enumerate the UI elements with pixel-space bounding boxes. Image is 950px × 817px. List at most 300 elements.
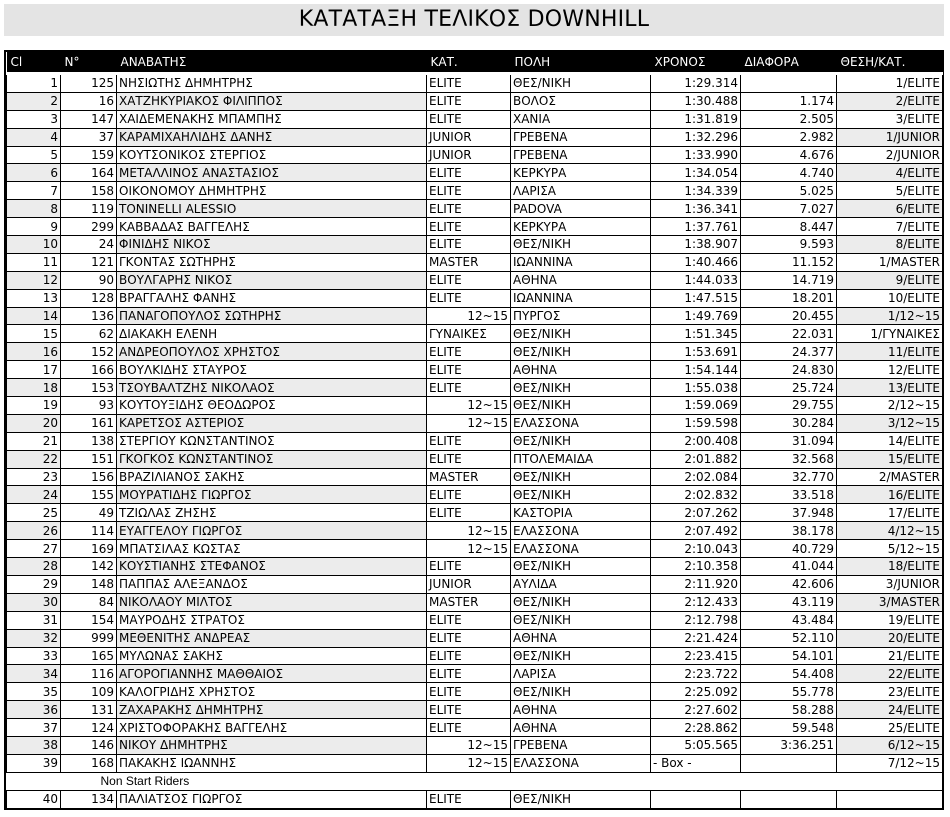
cell-city: ΘΕΣ/ΝΙΚΗ [511,74,651,93]
cell-number: 84 [61,593,117,611]
cell-difference: 2.982 [741,128,837,146]
cell-cl: 7 [7,182,61,200]
cell-time: 1:55.038 [651,379,741,397]
cell-category: 12~15 [427,736,511,754]
cell-rider: ΤΣΟΥΒΑΛΤΖΗΣ ΝΙΚΟΛΑΟΣ [117,379,427,397]
cell-rider: ΚΟΥΤΟΥΞΙΔΗΣ ΘΕΟΔΩΡΟΣ [117,397,427,415]
cell-cl: 24 [7,486,61,504]
cell-rider: ΧΡΙΣΤΟΦΟΡΑΚΗΣ ΒΑΓΓΕΛΗΣ [117,719,427,737]
cell-category-position: 24/ELITE [837,701,943,719]
cell-difference: 55.778 [741,683,837,701]
cell-number: 166 [61,361,117,379]
table-row [7,736,943,754]
cell-category-position: 8/ELITE [837,236,943,254]
cell-cl: 8 [7,200,61,218]
cell-city: ΚΑΣΤΟΡΙΑ [511,504,651,522]
cell-cl: 21 [7,432,61,450]
cell-cl: 11 [7,253,61,271]
cell-number: 49 [61,504,117,522]
cell-cl: 29 [7,575,61,593]
cell-time: 1:47.515 [651,289,741,307]
cell-cl: 37 [7,719,61,737]
table-row [7,754,943,772]
table-row [7,92,943,110]
cell-rider: ΜΟΥΡΑΤΙΔΗΣ ΓΙΩΡΓΟΣ [117,486,427,504]
cell-category-position: 5/12~15 [837,540,943,558]
cell-time [651,790,741,808]
col-header-category: ΚΑΤ. [427,52,511,74]
cell-category-position: 6/ELITE [837,200,943,218]
cell-city: ΘΕΣ/ΝΙΚΗ [511,397,651,415]
cell-category: JUNIOR [427,575,511,593]
cell-rider: ΝΗΣΙΩΤΗΣ ΔΗΜΗΤΡΗΣ [117,74,427,93]
cell-difference: 54.408 [741,665,837,683]
cell-number: 128 [61,289,117,307]
cell-time: 2:23.415 [651,647,741,665]
cell-category-position: 3/JUNIOR [837,575,943,593]
cell-number: 151 [61,450,117,468]
table-row [7,486,943,504]
cell-category: ELITE [427,558,511,576]
cell-number: 37 [61,128,117,146]
cell-difference: 33.518 [741,486,837,504]
cell-difference [741,74,837,93]
cell-rider: TONINELLI ALESSIO [117,200,427,218]
results-table [6,52,943,809]
table-row [7,450,943,468]
cell-difference: 8.447 [741,218,837,236]
table-row [7,110,943,128]
cell-category-position: 3/12~15 [837,414,943,432]
table-row [7,379,943,397]
cell-number: 161 [61,414,117,432]
cell-city: ΕΛΑΣΣΟΝΑ [511,540,651,558]
cell-city: ΘΕΣ/ΝΙΚΗ [511,683,651,701]
page-title: ΚΑΤΑΤΑΞΗ ΤΕΛΙΚΟΣ DOWNHILL [298,7,650,32]
cell-number: 299 [61,218,117,236]
cell-time: 1:51.345 [651,325,741,343]
cell-city: ΘΕΣ/ΝΙΚΗ [511,236,651,254]
cell-category: ELITE [427,343,511,361]
cell-cl: 3 [7,110,61,128]
table-row [7,683,943,701]
cell-cl: 23 [7,468,61,486]
cell-time: 1:32.296 [651,128,741,146]
cell-time: 1:31.819 [651,110,741,128]
cell-rider: ΟΙΚΟΝΟΜΟΥ ΔΗΜΗΤΡΗΣ [117,182,427,200]
cell-time: 2:12.433 [651,593,741,611]
cell-category-position: 21/ELITE [837,647,943,665]
col-header-cl: Cl [7,52,61,74]
cell-number: 138 [61,432,117,450]
cell-category: ELITE [427,450,511,468]
cell-rider: ΜΠΑΤΣΙΛΑΣ ΚΩΣΤΑΣ [117,540,427,558]
cell-time: 1:36.341 [651,200,741,218]
cell-cl: 31 [7,611,61,629]
cell-category-position: 2/MASTER [837,468,943,486]
cell-rider: ΝΙΚΟΛΑΟΥ ΜΙΛΤΟΣ [117,593,427,611]
cell-cl: 28 [7,558,61,576]
cell-category: 12~15 [427,522,511,540]
cell-category: ELITE [427,611,511,629]
table-row [7,540,943,558]
cell-rider: ΖΑΧΑΡΑΚΗΣ ΔΗΜΗΤΡΗΣ [117,701,427,719]
cell-category-position: 7/ELITE [837,218,943,236]
cell-difference: 3:36.251 [741,736,837,754]
cell-difference: 4.676 [741,146,837,164]
table-row [7,218,943,236]
cell-rider: ΜΥΛΩΝΑΣ ΣΑΚΗΣ [117,647,427,665]
table-row [7,128,943,146]
cell-category: ΓΥΝΑΙΚΕΣ [427,325,511,343]
cell-difference: 14.719 [741,271,837,289]
cell-rider: ΚΟΥΣΤΙΑΝΗΣ ΣΤΕΦΑΝΟΣ [117,558,427,576]
cell-category-position: 1/ELITE [837,74,943,93]
cell-cl: 36 [7,701,61,719]
cell-category-position: 4/12~15 [837,522,943,540]
cell-difference: 1.174 [741,92,837,110]
cell-city: ΙΩΑΝΝΙΝΑ [511,253,651,271]
cell-difference: 38.178 [741,522,837,540]
table-row [7,271,943,289]
cell-difference: 4.740 [741,164,837,182]
cell-rider: ΒΡΑΖΙΛΙΑΝΟΣ ΣΑΚΗΣ [117,468,427,486]
cell-time: 2:01.882 [651,450,741,468]
cell-category: ELITE [427,182,511,200]
table-row [7,593,943,611]
cell-difference: 32.568 [741,450,837,468]
cell-category-position: 1/ΓΥΝΑΙΚΕΣ [837,325,943,343]
table-row [7,253,943,271]
cell-number: 164 [61,164,117,182]
cell-category: MASTER [427,593,511,611]
table-row [7,414,943,432]
cell-city: ΠΤΟΛΕΜΑΙΔΑ [511,450,651,468]
cell-difference: 31.094 [741,432,837,450]
cell-category: 12~15 [427,754,511,772]
cell-number: 131 [61,701,117,719]
cell-city: ΚΕΡΚΥΡΑ [511,164,651,182]
cell-time: 2:10.043 [651,540,741,558]
cell-number: 125 [61,74,117,93]
cell-category: MASTER [427,253,511,271]
cell-time: 1:53.691 [651,343,741,361]
cell-cl: 4 [7,128,61,146]
cell-time: 2:27.602 [651,701,741,719]
cell-time: 1:59.069 [651,397,741,415]
cell-time: - Box - [651,754,741,772]
cell-difference: 24.830 [741,361,837,379]
cell-category: 12~15 [427,414,511,432]
cell-category: ELITE [427,790,511,808]
cell-cl: 22 [7,450,61,468]
cell-number: 142 [61,558,117,576]
table-row [7,432,943,450]
col-header-time: ΧΡΟΝΟΣ [651,52,741,74]
cell-number: 116 [61,665,117,683]
cell-cl: 16 [7,343,61,361]
cell-number: 16 [61,92,117,110]
cell-cl: 38 [7,736,61,754]
cell-category-position: 12/ELITE [837,361,943,379]
cell-rider: ΓΚΟΓΚΟΣ ΚΩΝΣΤΑΝΤΙΝΟΣ [117,450,427,468]
cell-number: 158 [61,182,117,200]
cell-cl: 5 [7,146,61,164]
cell-city: ΘΕΣ/ΝΙΚΗ [511,486,651,504]
cell-cl: 26 [7,522,61,540]
cell-rider: ΧΑΤΖΗΚΥΡΙΑΚΟΣ ΦΙΛΙΠΠΟΣ [117,92,427,110]
col-header-difference: ΔΙΑΦΟΡΑ [741,52,837,74]
cell-category-position: 20/ELITE [837,629,943,647]
cell-number: 24 [61,236,117,254]
cell-cl: 32 [7,629,61,647]
cell-time: 1:33.990 [651,146,741,164]
cell-category-position: 3/MASTER [837,593,943,611]
table-row [7,611,943,629]
results-sheet [4,50,944,810]
cell-category-position: 10/ELITE [837,289,943,307]
cell-time: 1:34.339 [651,182,741,200]
cell-difference: 9.593 [741,236,837,254]
cell-time: 1:44.033 [651,271,741,289]
cell-cl: 1 [7,74,61,93]
cell-number: 90 [61,271,117,289]
cell-city: ΑΘΗΝΑ [511,701,651,719]
cell-city: ΑΘΗΝΑ [511,629,651,647]
cell-category: ELITE [427,361,511,379]
cell-difference: 52.110 [741,629,837,647]
non-start-header-row [7,772,943,790]
cell-category: ELITE [427,92,511,110]
cell-number: 156 [61,468,117,486]
cell-city: ΘΕΣ/ΝΙΚΗ [511,593,651,611]
cell-category-position: 2/12~15 [837,397,943,415]
table-row [7,146,943,164]
cell-number: 121 [61,253,117,271]
cell-number: 155 [61,486,117,504]
cell-time: 2:02.084 [651,468,741,486]
cell-category: ELITE [427,504,511,522]
cell-category-position: 5/ELITE [837,182,943,200]
table-row [7,361,943,379]
cell-city: ΘΕΣ/ΝΙΚΗ [511,468,651,486]
table-row [7,236,943,254]
cell-difference: 2.505 [741,110,837,128]
cell-number: 109 [61,683,117,701]
cell-cl: 39 [7,754,61,772]
cell-rider: ΣΤΕΡΓΙΟΥ ΚΩΝΣΤΑΝΤΙΝΟΣ [117,432,427,450]
table-row [7,701,943,719]
cell-difference: 24.377 [741,343,837,361]
cell-difference: 18.201 [741,289,837,307]
cell-time: 1:40.466 [651,253,741,271]
cell-category: ELITE [427,719,511,737]
cell-cl: 15 [7,325,61,343]
cell-city: ΘΕΣ/ΝΙΚΗ [511,379,651,397]
cell-cl: 17 [7,361,61,379]
cell-rider: ΒΟΥΛΚΙΔΗΣ ΣΤΑΥΡΟΣ [117,361,427,379]
cell-rider: ΠΑΝΑΓΟΠΟΥΛΟΣ ΣΩΤΗΡΗΣ [117,307,427,325]
cell-category-position: 23/ELITE [837,683,943,701]
cell-cl: 2 [7,92,61,110]
cell-number: 62 [61,325,117,343]
cell-city: ΕΛΑΣΣΟΝΑ [511,414,651,432]
cell-time: 1:37.761 [651,218,741,236]
cell-rider: ΠΑΠΠΑΣ ΑΛΕΞΑΝΔΟΣ [117,575,427,593]
cell-city: ΛΑΡΙΣΑ [511,665,651,683]
cell-time: 1:49.769 [651,307,741,325]
title-bar [4,4,944,36]
cell-category: ELITE [427,218,511,236]
cell-category: ELITE [427,629,511,647]
cell-category: JUNIOR [427,146,511,164]
cell-city: ΘΕΣ/ΝΙΚΗ [511,432,651,450]
cell-city: ΠΥΡΓΟΣ [511,307,651,325]
cell-category-position: 11/ELITE [837,343,943,361]
cell-rider: ΚΑΡΕΤΣΟΣ ΑΣΤΕΡΙΟΣ [117,414,427,432]
cell-city: ΚΕΡΚΥΡΑ [511,218,651,236]
cell-number: 119 [61,200,117,218]
cell-number: 999 [61,629,117,647]
cell-city: ΙΩΑΝΝΙΝΑ [511,289,651,307]
cell-category-position: 19/ELITE [837,611,943,629]
cell-cl: 10 [7,236,61,254]
cell-rider: ΑΝΔΡΕΟΠΟΥΛΟΣ ΧΡΗΣΤΟΣ [117,343,427,361]
cell-cl: 20 [7,414,61,432]
cell-city: ΑΥΛΙΔΑ [511,575,651,593]
cell-difference: 42.606 [741,575,837,593]
cell-number: 136 [61,307,117,325]
cell-rider: ΚΑΡΑΜΙΧΑΗΛΙΔΗΣ ΔΑΝΗΣ [117,128,427,146]
cell-rider: ΚΑΒΒΑΔΑΣ ΒΑΓΓΕΛΗΣ [117,218,427,236]
cell-rider: ΜΕΘΕΝΙΤΗΣ ΑΝΔΡΕΑΣ [117,629,427,647]
cell-category: MASTER [427,468,511,486]
cell-category-position: 17/ELITE [837,504,943,522]
cell-cl: 19 [7,397,61,415]
cell-number: 147 [61,110,117,128]
cell-city: ΓΡΕΒΕΝΑ [511,128,651,146]
cell-time: 1:30.488 [651,92,741,110]
cell-rider: ΔΙΑΚΑΚΗ ΕΛΕΝΗ [117,325,427,343]
header-row [7,52,943,74]
cell-category: 12~15 [427,397,511,415]
cell-time: 2:21.424 [651,629,741,647]
cell-difference [741,790,837,808]
cell-difference: 22.031 [741,325,837,343]
table-row [7,522,943,540]
cell-category: ELITE [427,289,511,307]
cell-number: 159 [61,146,117,164]
cell-category: JUNIOR [427,128,511,146]
cell-number: 153 [61,379,117,397]
cell-rider: ΝΙΚΟΥ ΔΗΜΗΤΡΗΣ [117,736,427,754]
cell-difference [741,754,837,772]
cell-category: ELITE [427,701,511,719]
cell-category: ELITE [427,271,511,289]
table-row [7,325,943,343]
cell-city: ΘΕΣ/ΝΙΚΗ [511,343,651,361]
cell-category-position: 22/ELITE [837,665,943,683]
cell-city: ΑΘΗΝΑ [511,361,651,379]
cell-city: ΘΕΣ/ΝΙΚΗ [511,558,651,576]
cell-time: 5:05.565 [651,736,741,754]
cell-rider: ΠΑΛΙΑΤΣΟΣ ΓΙΩΡΓΟΣ [117,790,427,808]
cell-city: ΑΘΗΝΑ [511,719,651,737]
cell-time: 2:00.408 [651,432,741,450]
cell-rider: ΤΖΙΩΛΑΣ ΖΗΣΗΣ [117,504,427,522]
table-row [7,343,943,361]
cell-category: ELITE [427,665,511,683]
cell-difference: 7.027 [741,200,837,218]
cell-rider: ΦΙΝΙΔΗΣ ΝΙΚΟΣ [117,236,427,254]
cell-number: 93 [61,397,117,415]
cell-city: ΛΑΡΙΣΑ [511,182,651,200]
table-row [7,629,943,647]
cell-category-position: 14/ELITE [837,432,943,450]
cell-time: 1:34.054 [651,164,741,182]
cell-rider: ΜΑΥΡΟΔΗΣ ΣΤΡΑΤΟΣ [117,611,427,629]
cell-cl: 25 [7,504,61,522]
cell-number: 168 [61,754,117,772]
cell-rider: ΓΚΟΝΤΑΣ ΣΩΤΗΡΗΣ [117,253,427,271]
table-row [7,74,943,93]
cell-time: 2:12.798 [651,611,741,629]
table-row [7,647,943,665]
cell-difference: 25.724 [741,379,837,397]
non-start-label: Non Start Riders [100,774,190,789]
cell-category: ELITE [427,236,511,254]
cell-difference: 30.284 [741,414,837,432]
cell-cl: 18 [7,379,61,397]
cell-category-position: 4/ELITE [837,164,943,182]
cell-difference: 11.152 [741,253,837,271]
cell-difference: 20.455 [741,307,837,325]
cell-difference: 40.729 [741,540,837,558]
cell-cl: 27 [7,540,61,558]
cell-number: 134 [61,790,117,808]
cell-category-position: 3/ELITE [837,110,943,128]
table-row [7,558,943,576]
cell-city: ΘΕΣ/ΝΙΚΗ [511,647,651,665]
cell-city: PADOVA [511,200,651,218]
cell-number: 146 [61,736,117,754]
cell-category: ELITE [427,379,511,397]
cell-cl: 12 [7,271,61,289]
cell-category-position [837,790,943,808]
cell-difference: 41.044 [741,558,837,576]
cell-city: ΧΑΝΙΑ [511,110,651,128]
cell-category: 12~15 [427,540,511,558]
cell-city: ΕΛΑΣΣΟΝΑ [511,754,651,772]
cell-city: ΑΘΗΝΑ [511,271,651,289]
cell-city: ΘΕΣ/ΝΙΚΗ [511,325,651,343]
cell-rider: ΕΥΑΓΓΕΛΟΥ ΓΙΩΡΓΟΣ [117,522,427,540]
cell-number: 152 [61,343,117,361]
cell-difference: 58.288 [741,701,837,719]
cell-cl: 34 [7,665,61,683]
cell-cl: 40 [7,790,61,808]
cell-category-position: 1/JUNIOR [837,128,943,146]
cell-city: ΒΟΛΟΣ [511,92,651,110]
cell-city: ΘΕΣ/ΝΙΚΗ [511,611,651,629]
cell-cl: 35 [7,683,61,701]
cell-difference: 37.948 [741,504,837,522]
table-row [7,164,943,182]
cell-rider: ΚΟΥΤΣΟΝΙΚΟΣ ΣΤΕΡΓΙΟΣ [117,146,427,164]
cell-rider: ΚΑΛΟΓΡΙΔΗΣ ΧΡΗΣΤΟΣ [117,683,427,701]
cell-number: 154 [61,611,117,629]
cell-cl: 13 [7,289,61,307]
